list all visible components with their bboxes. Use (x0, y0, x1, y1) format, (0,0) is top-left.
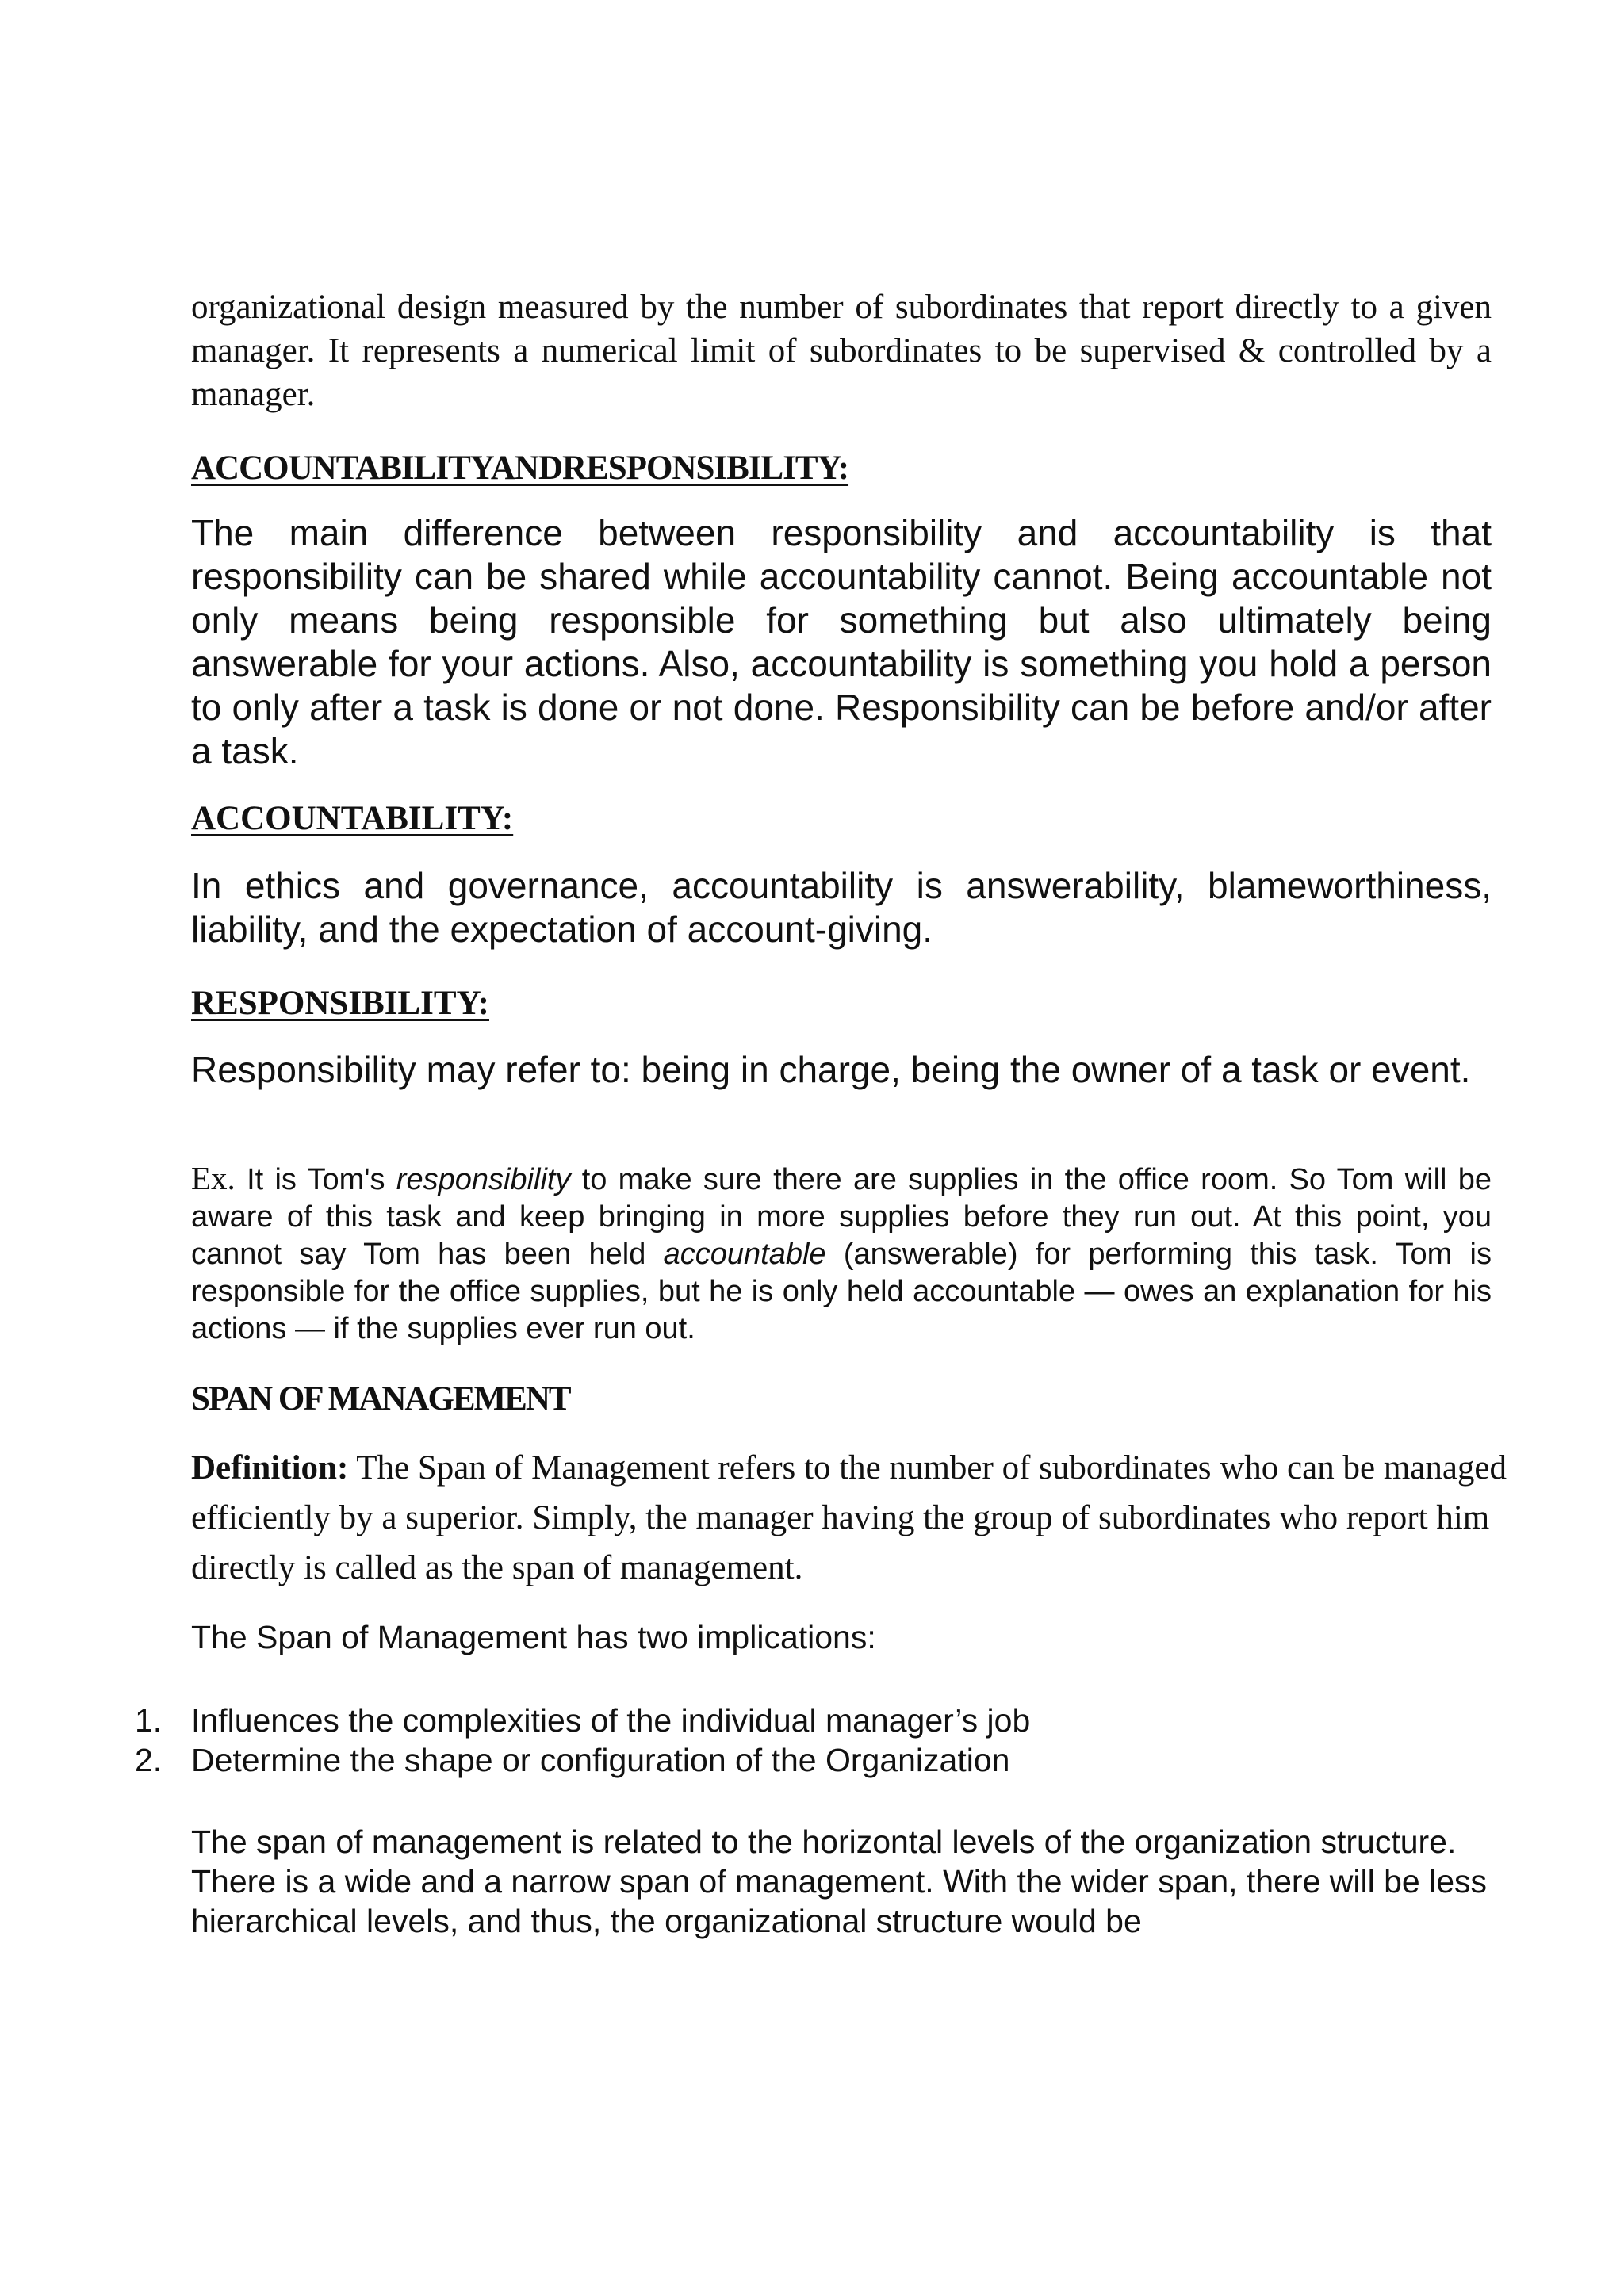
example-emphasis-accountable: accountable (663, 1238, 826, 1271)
definition-text: The Span of Management refers to the number of subordinates who can be managed efficiently by a superior. Simply, the manager having the group of subordinates who report him directly is called as the span of management. (191, 1449, 1507, 1586)
example-text-part-1: It is Tom's (235, 1163, 396, 1196)
heading-accountability: ACCOUNTABILITY: (191, 800, 514, 837)
list-item-number: 1. (135, 1702, 163, 1739)
example-text-part-2: to make sure there are supplies in the office room. So Tom will be aware of this task and keep bringing in more supplies before they run out. At this point, you cannot say Tom has been held (191, 1163, 1492, 1271)
definition-label: Definition: (191, 1449, 349, 1487)
list-item-text: Influences the complexities of the individual manager’s job (191, 1702, 1031, 1739)
example-emphasis-responsibility: responsibility (396, 1163, 571, 1196)
heading-span-of-management: SPAN OF MANAGEMENT (191, 1380, 570, 1418)
intro-paragraph: organizational design measured by the number of subordinates that report directly to a given manager. It represents a numerical limit of subordinates to be supervised & controlled by a manager. (191, 289, 1492, 413)
heading-accountability-and-responsibility: ACCOUNTABILITYANDRESPONSIBILITY: (191, 450, 849, 487)
list-item-number: 2. (135, 1742, 163, 1778)
list-item-text: Determine the shape or configuration of the Organization (191, 1742, 1010, 1778)
example-lead: Ex. (191, 1160, 236, 1196)
list-item (135, 1701, 1030, 1740)
accountability-paragraph: In ethics and governance, accountability is answerability, blameworthiness, liability, and the expectation of account-giving. (191, 865, 1492, 950)
responsibility-paragraph: Responsibility may refer to: being in charge, being the owner of a task or event. (191, 1049, 1471, 1090)
heading-responsibility: RESPONSIBILITY: (191, 985, 489, 1022)
list-item (135, 1740, 1030, 1780)
implications-list (135, 1701, 1030, 1780)
example-text-part-3: (answerable) for performing this task. Tom is responsible for the office supplies, but he is only held accountable — owes an explanation for his actions — if the supplies ever run out. (191, 1238, 1492, 1345)
definition-paragraph (191, 1443, 1523, 1593)
implications-intro: The Span of Management has two implications: (191, 1619, 876, 1655)
example-paragraph (191, 1160, 1492, 1348)
span-levels-paragraph: The span of management is related to the horizontal levels of the organization structure. There is a wide and a narrow span of management. With the wider span, there will be less hierarchical levels, and thus, the organizational structure would be (191, 1823, 1487, 1939)
accountability-responsibility-paragraph: The main difference between responsibility and accountability is that responsibility can be shared while accountability cannot. Being accountable not only means being responsible for something but also ultimately being answerable for your actions. Also, accountability is something you hold a person to only after a task is done or not done. Responsibility can be before and/or after a task. (191, 512, 1492, 771)
